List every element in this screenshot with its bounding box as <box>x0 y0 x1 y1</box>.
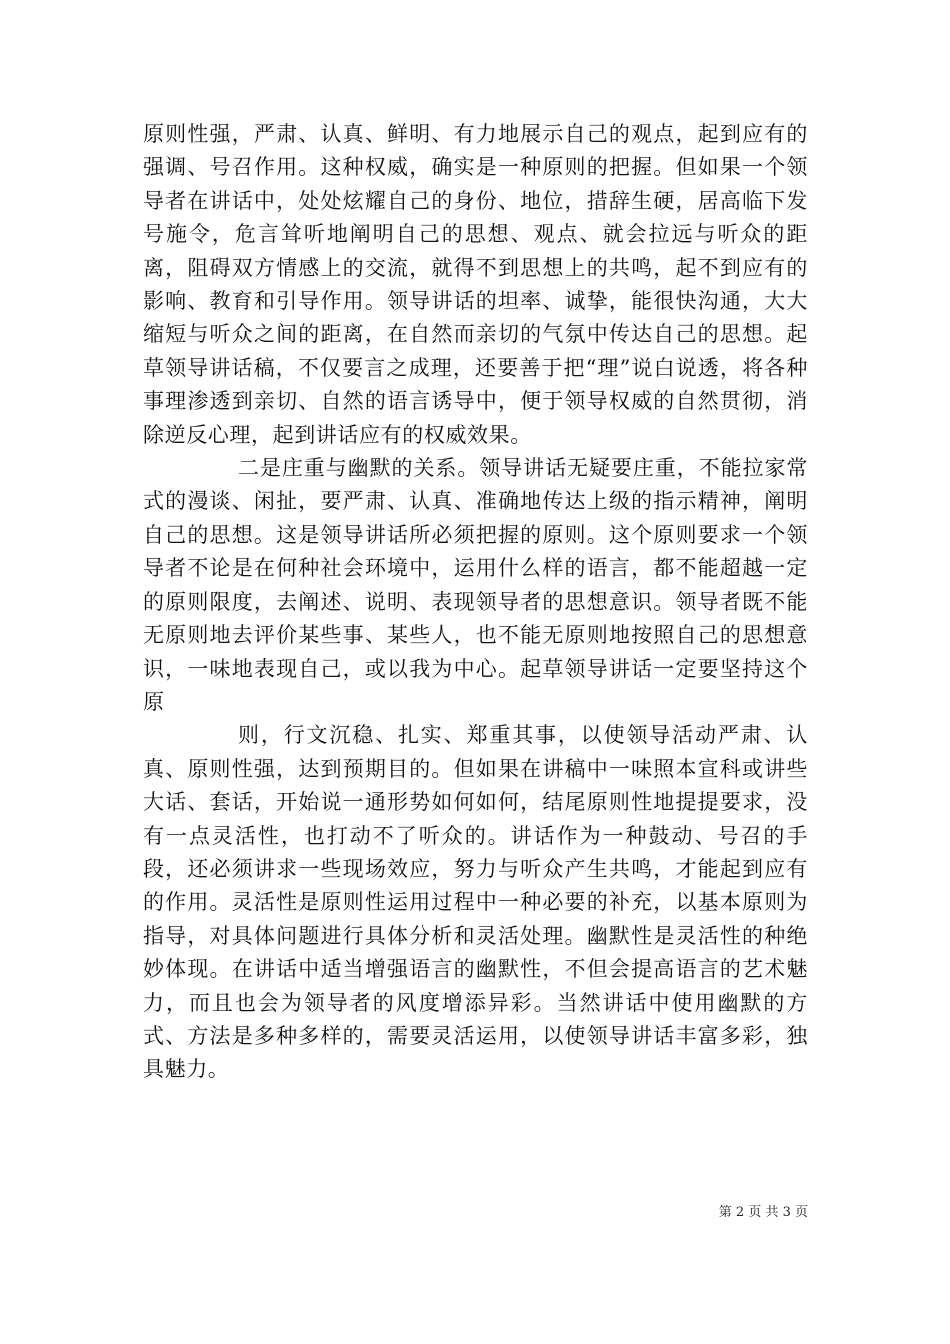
document-body <box>143 118 808 1087</box>
page-number-footer: 第 2 页 共 3 页 <box>718 1205 808 1220</box>
paragraph-authority: 原则性强，严肃、认真、鲜明、有力地展示自己的观点，起到应有的强调、号召作用。这种权威，确实是一种原则的把握。但如果一个领导者在讲话中，处处炫耀自己的身份、地位，措辞生硬，居高临下发号施令，危言耸听地阐明自己的思想、观点、就会拉远与听众的距离，阻碍双方情感上的交流，就得不到思想上的共鸣，起不到应有的影响、教育和引导作用。领导讲话的坦率、诚挚，能很快沟通，大大缩短与听众之间的距离，在自然而亲切的气氛中传达自己的思想。起草领导讲话稿，不仅要言之成理，还要善于把“理”说白说透，将各种事理渗透到亲切、自然的语言诱导中，便于领导权威的自然贯彻，消除逆反心理，起到讲话应有的权威效果。 <box>143 122 808 447</box>
paragraph-solemnity-humor: 二是庄重与幽默的关系。领导讲话无疑要庄重，不能拉家常式的漫谈、闲扯，要严肃、认真、准确地传达上级的指示精神，阐明自己的思想。这是领导讲话所必须把握的原则。这个原则要求一个领导者不论是在何种社会环境中，运用什么样的语言，都不能超越一定的原则限度，去阐述、说明、表现领导者的思想意识。领导者既不能无原则地去评价某些事、某些人，也不能无原则地按照自己的思想意识，一味地表现自己，或以我为中心。起草领导讲话一定要坚持这个原 <box>143 456 808 714</box>
paragraph-flexibility: 则，行文沉稳、扎实、郑重其事，以使领导活动严肃、认真、原则性强，达到预期目的。但如果在讲稿中一味照本宣科或讲些大话、套话，开始说一通形势如何如何，结尾原则性地提提要求，没有一点灵活性，也打动不了听众的。讲话作为一种鼓动、号召的手段，还必须讲求一些现场效应，努力与听众产生共鸣，才能起到应有的作用。灵活性是原则性运用过程中一种必要的补充，以基本原则为指导，对具体问题进行具体分析和灵活处理。幽默性是灵活性的种绝妙体现。在讲话中适当增强语言的幽默性，不但会提高语言的艺术魅力，而且也会为领导者的风度增添异彩。当然讲话中使用幽默的方式、方法是多种多样的，需要灵活运用，以使领导讲话丰富多彩，独具魅力。 <box>143 723 808 1082</box>
